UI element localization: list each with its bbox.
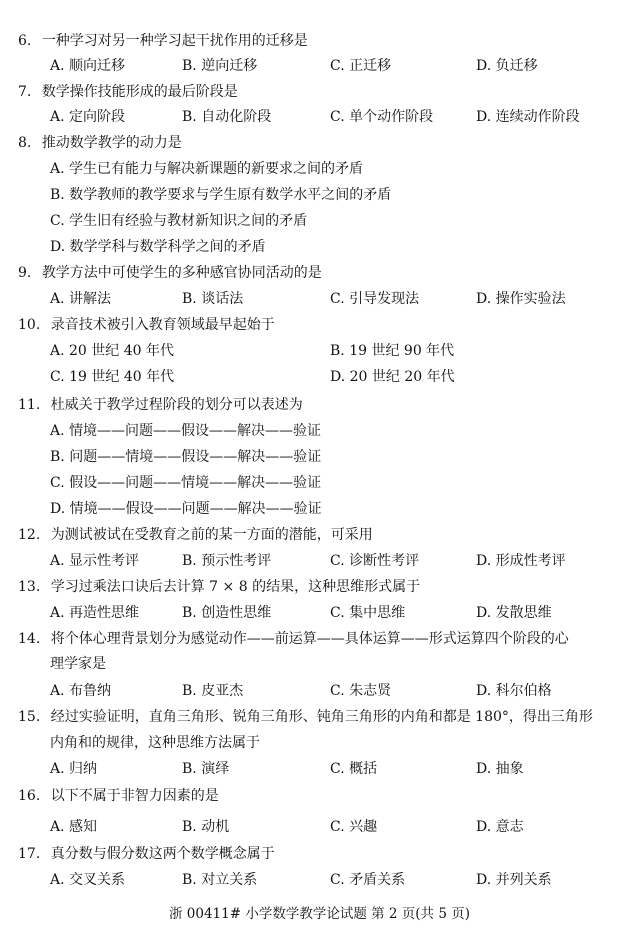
option-c: C. 正迁移	[330, 58, 392, 74]
option-a: A. 再造性思维	[50, 605, 140, 621]
question-10-stem	[18, 316, 275, 334]
question-15-stem-continued: 内角和的规律，这种思维方法属于	[50, 735, 260, 751]
option-c: C. 集中思维	[330, 605, 406, 621]
question-number: 7.	[18, 84, 32, 100]
question-number: 10.	[18, 317, 41, 333]
option-b: B. 问题——情境——假设——解决——验证	[50, 449, 322, 465]
option-b: B. 谈话法	[182, 291, 244, 307]
question-number: 16.	[18, 788, 41, 804]
option-d: D. 数学学科与数学科学之间的矛盾	[50, 239, 266, 255]
question-11-stem	[18, 396, 303, 414]
question-text: 真分数与假分数这两个数学概念属于	[50, 846, 275, 862]
option-b: B. 数学教师的教学要求与学生原有数学水平之间的矛盾	[50, 187, 392, 203]
option-c: C. 学生旧有经验与教材新知识之间的矛盾	[50, 213, 308, 229]
option-d: D. 连续动作阶段	[476, 109, 580, 125]
page-footer: 浙 00411# 小学数学教学论试题 第 2 页(共 5 页)	[168, 906, 470, 922]
option-a: A. 20 世纪 40 年代	[50, 343, 174, 359]
option-a: A. 显示性考评	[50, 553, 140, 569]
option-b: B. 演绎	[182, 761, 230, 777]
question-text: 录音技术被引入教育领域最早起始于	[50, 317, 275, 333]
option-b: B. 19 世纪 90 年代	[330, 343, 455, 359]
option-b: B. 皮亚杰	[182, 683, 244, 699]
question-number: 9.	[18, 265, 32, 281]
question-number: 6.	[18, 33, 32, 49]
option-a: A. 情境——问题——假设——解决——验证	[50, 423, 322, 439]
question-17-stem	[18, 845, 275, 863]
question-text: 一种学习对另一种学习起干扰作用的迁移是	[41, 33, 308, 49]
option-c: C. 引导发现法	[330, 291, 420, 307]
question-text: 教学方法中可使学生的多种感官协同活动的是	[41, 265, 322, 281]
option-c: C. 概括	[330, 761, 378, 777]
option-b: B. 预示性考评	[182, 553, 272, 569]
question-6-stem	[18, 32, 308, 50]
option-d: D. 20 世纪 20 年代	[330, 369, 455, 385]
option-d: D. 发散思维	[476, 605, 552, 621]
question-14-stem-continued: 理学家是	[50, 656, 106, 672]
option-a: A. 布鲁纳	[50, 683, 112, 699]
option-d: D. 并列关系	[476, 872, 552, 888]
question-7-stem	[18, 83, 238, 101]
option-a: A. 归纳	[50, 761, 98, 777]
option-a: A. 讲解法	[50, 291, 112, 307]
question-15-stem	[18, 708, 593, 726]
option-a: A. 顺向迁移	[50, 58, 126, 74]
question-number: 15.	[18, 709, 41, 725]
option-d: D. 负迁移	[476, 58, 538, 74]
option-d: D. 情境——假设——问题——解决——验证	[50, 501, 322, 517]
question-8-stem	[18, 134, 182, 152]
question-number: 13.	[18, 579, 41, 595]
question-text: 数学操作技能形成的最后阶段是	[41, 84, 238, 100]
option-b: B. 动机	[182, 819, 230, 835]
option-c: C. 矛盾关系	[330, 872, 406, 888]
question-number: 14.	[18, 631, 41, 647]
question-16-stem	[18, 787, 219, 805]
option-d: D. 形成性考评	[476, 553, 566, 569]
option-d: D. 操作实验法	[476, 291, 566, 307]
question-12-stem	[18, 526, 373, 544]
option-a: A. 交叉关系	[50, 872, 126, 888]
option-a: A. 定向阶段	[50, 109, 126, 125]
question-text: 学习过乘法口诀后去计算 7 × 8 的结果，这种思维形式属于	[50, 579, 421, 595]
option-d: D. 科尔伯格	[476, 683, 552, 699]
option-b: B. 创造性思维	[182, 605, 272, 621]
option-c: C. 诊断性考评	[330, 553, 420, 569]
question-text: 经过实验证明，直角三角形、锐角三角形、钝角三角形的内角和都是 180°，得出三角形	[50, 709, 593, 725]
option-c: C. 兴趣	[330, 819, 378, 835]
option-a: A. 学生已有能力与解决新课题的新要求之间的矛盾	[50, 161, 364, 177]
option-c: C. 假设——问题——情境——解决——验证	[50, 475, 322, 491]
question-9-stem	[18, 264, 322, 282]
option-a: A. 感知	[50, 819, 98, 835]
question-text: 为测试被试在受教育之前的某一方面的潜能，可采用	[50, 527, 373, 543]
option-b: B. 逆向迁移	[182, 58, 258, 74]
option-d: D. 意志	[476, 819, 524, 835]
question-13-stem	[18, 578, 420, 596]
question-text: 以下不属于非智力因素的是	[50, 788, 219, 804]
option-d: D. 抽象	[476, 761, 524, 777]
question-number: 17.	[18, 846, 41, 862]
option-b: B. 自动化阶段	[182, 109, 272, 125]
question-number: 8.	[18, 135, 32, 151]
question-text: 推动数学教学的动力是	[41, 135, 182, 151]
question-number: 11.	[18, 397, 41, 413]
option-c: C. 19 世纪 40 年代	[50, 369, 175, 385]
option-c: C. 朱志贤	[330, 683, 392, 699]
option-c: C. 单个动作阶段	[330, 109, 434, 125]
question-text: 将个体心理背景划分为感觉动作——前运算——具体运算——形式运算四个阶段的心	[50, 631, 569, 647]
question-number: 12.	[18, 527, 41, 543]
question-14-stem	[18, 630, 569, 648]
option-b: B. 对立关系	[182, 872, 258, 888]
question-text: 杜威关于教学过程阶段的划分可以表述为	[50, 397, 303, 413]
